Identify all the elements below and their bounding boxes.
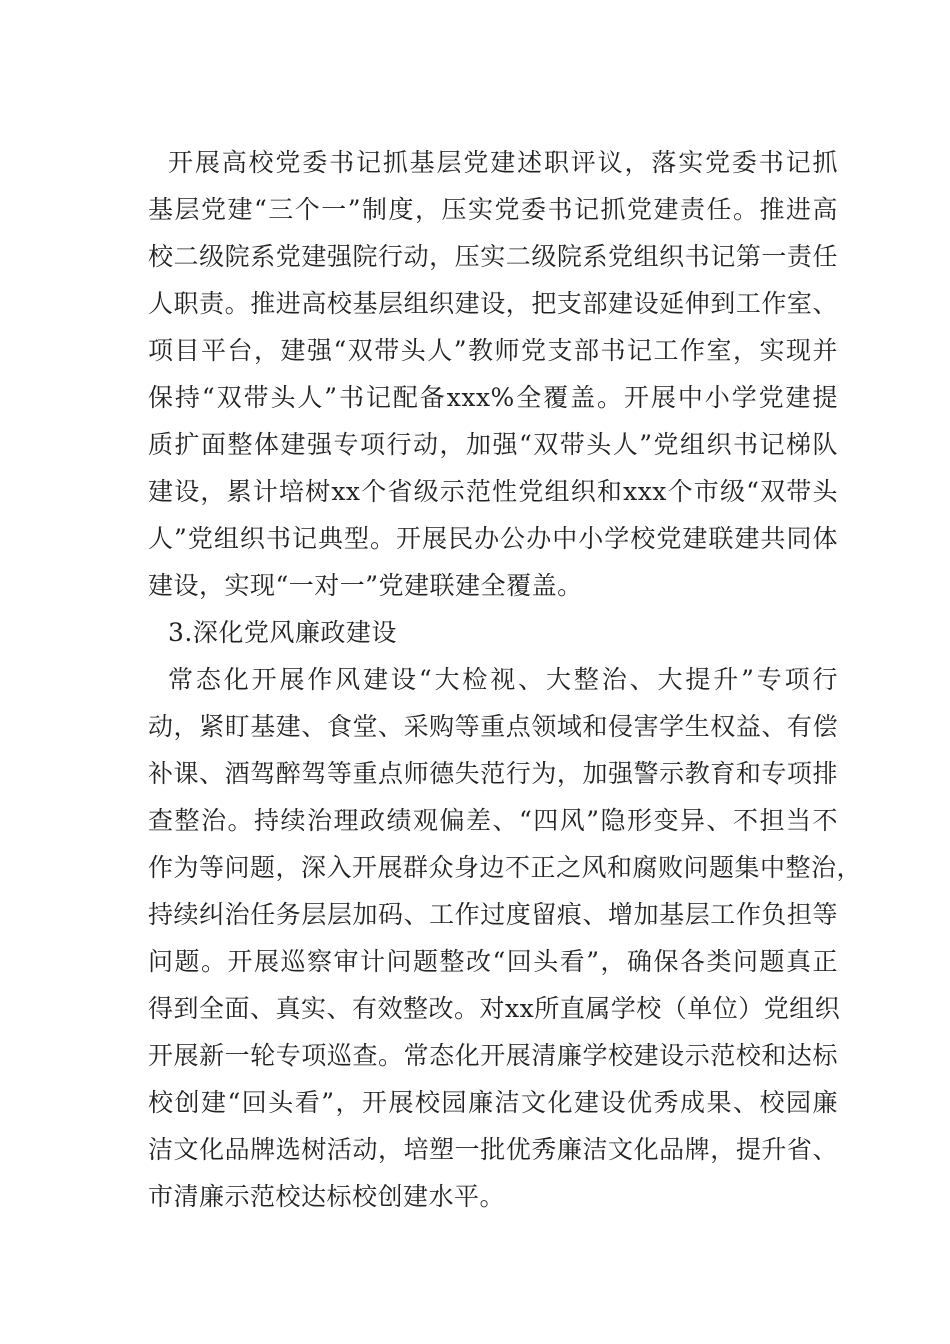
paragraph-line: 人”党组织书记典型。开展民办公办中小学校党建联建共同体	[148, 524, 838, 553]
paragraph-line: 开展新一轮专项巡查。常态化开展清廉学校建设示范校和达标	[148, 1041, 838, 1070]
paragraph-line: 校二级院系党建强院行动，压实二级院系党组织书记第一责任	[148, 242, 838, 271]
paragraph-line: 建设，累计培树xx个省级示范性党组织和xxx个市级“双带头	[148, 477, 838, 506]
paragraph-line: 市清廉示范校达标校创建水平。	[148, 1182, 506, 1211]
paragraph-line: 开展高校党委书记抓基层党建述职评议，落实党委书记抓	[168, 148, 838, 177]
paragraph-line: 得到全面、真实、有效整改。对xx所直属学校（单位）党组织	[148, 994, 841, 1023]
paragraph-line: 保持“双带头人”书记配备xxx%全覆盖。开展中小学党建提	[148, 383, 838, 412]
paragraph-line: 项目平台，建强“双带头人”教师党支部书记工作室，实现并	[148, 336, 838, 365]
paragraph-line: 常态化开展作风建设“大检视、大整治、大提升”专项行	[168, 665, 838, 694]
paragraph-line: 质扩面整体建强专项行动，加强“双带头人”党组织书记梯队	[148, 430, 838, 459]
paragraph-line: 校创建“回头看”，开展校园廉洁文化建设优秀成果、校园廉	[148, 1088, 838, 1117]
paragraph-line: 补课、酒驾醉驾等重点师德失范行为，加强警示教育和专项排	[148, 759, 838, 788]
paragraph-line: 基层党建“三个一”制度，压实党委书记抓党建责任。推进高	[148, 195, 838, 224]
paragraph-line: 人职责。推进高校基层组织建设，把支部建设延伸到工作室、	[148, 289, 838, 318]
paragraph-line: 动，紧盯基建、食堂、采购等重点领域和侵害学生权益、有偿	[148, 712, 838, 741]
paragraph-line: 查整治。持续治理政绩观偏差、“四风”隐形变异、不担当不	[148, 806, 838, 835]
section-heading: 3.深化党风廉政建设	[168, 618, 397, 647]
paragraph-line: 作为等问题，深入开展群众身边不正之风和腐败问题集中整治，	[148, 853, 863, 882]
paragraph-line: 洁文化品牌选树活动，培塑一批优秀廉洁文化品牌，提升省、	[148, 1135, 838, 1164]
paragraph-line: 持续纠治任务层层加码、工作过度留痕、增加基层工作负担等	[148, 900, 838, 929]
paragraph-line: 建设，实现“一对一”党建联建全覆盖。	[148, 571, 583, 600]
paragraph-line: 问题。开展巡察审计问题整改“回头看”，确保各类问题真正	[148, 947, 838, 976]
